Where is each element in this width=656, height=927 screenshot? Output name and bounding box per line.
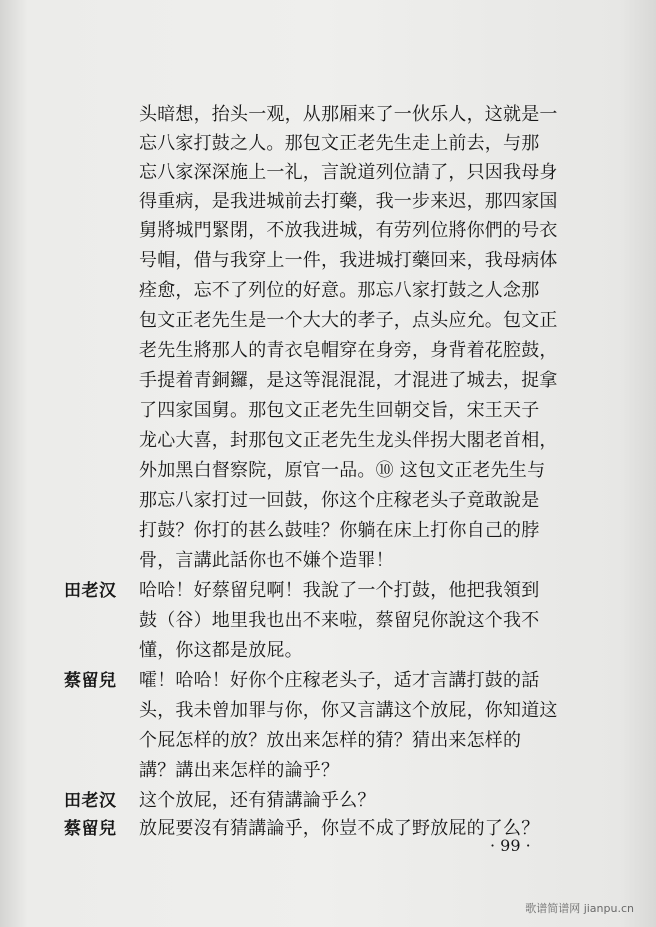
dialogue-line: 哈哈！好蔡留兒啊！我說了一个打鼓，他把我領到	[139, 580, 540, 601]
text-line: 忘八家深深施上一礼，言說道列位請了，只因我母身	[139, 162, 558, 183]
text-line: 打鼓？你打的甚么鼓哇？你躺在床上打你自己的脖	[139, 520, 540, 541]
dialogue-line: 鼓（谷）地里我也出不来啦，蔡留兒你說这个我不	[139, 610, 540, 631]
dialogue-line: 这个放屁，还有猜講論乎么？	[139, 790, 376, 811]
text-line: 痊愈，忘不了列位的好意。那忘八家打鼓之人念那	[139, 280, 540, 301]
text-line: 骨，言講此話你也不嫌个造罪！	[139, 550, 394, 571]
speaker-name: 蔡留兒	[64, 671, 117, 691]
text-line: 得重病，是我进城前去打藥，我一步来迟，那四家国	[139, 191, 558, 212]
speaker-name: 田老汉	[64, 581, 117, 601]
text-line: 老先生將那人的青衣皂帽穿在身旁，身背着花腔鼓，	[139, 340, 558, 361]
speaker-name: 田老汉	[64, 791, 117, 811]
dialogue-line: 嚯！哈哈！好你个庄稼老头子，适才言講打鼓的話	[139, 670, 540, 691]
text-line: 号帽，借与我穿上一件，我进城打藥回来，我母病体	[139, 250, 558, 271]
dialogue-line: 个屁怎样的放？放出来怎样的猜？猜出来怎样的	[139, 730, 522, 751]
dialogue-line: 懂，你这都是放屁。	[139, 640, 303, 661]
text-line: 外加黑白督察院，原官一品。⑩ 这包文正老先生与	[139, 460, 546, 481]
text-line: 龙心大喜，封那包文正老先生龙头伴拐大閣老首相，	[139, 430, 558, 451]
text-line: 了四家国舅。那包文正老先生回朝交旨，宋王天子	[139, 400, 540, 421]
text-line: 头暗想，抬头一观，从那厢来了一伙乐人，这就是一	[139, 104, 558, 125]
dialogue-line: 放屁要沒有猜講論乎，你豈不成了野放屁的了么？	[139, 818, 540, 839]
site-watermark: 歌谱简谱网 jianpu.cn	[525, 902, 634, 915]
dialogue-line: 講？講出来怎样的論乎？	[139, 760, 340, 781]
text-line: 舅將城門緊閉，不放我进城，有劳列位將你們的号衣	[139, 220, 558, 241]
text-line: 那忘八家打过一回鼓，你这个庄稼老头子竟敢說是	[139, 490, 540, 511]
page-number: · 99 ·	[490, 836, 531, 855]
text-line: 包文正老先生是一个大大的孝子，点头应允。包文正	[139, 310, 558, 331]
dialogue-line: 头，我未曾加罪与你，你又言講这个放屁，你知道这	[139, 700, 558, 721]
text-line: 手提着青銅鑼，是这等混混混，才混进了城去，捉拿	[139, 370, 558, 391]
text-line: 忘八家打鼓之人。那包文正老先生走上前去，与那	[139, 133, 540, 154]
speaker-name: 蔡留兒	[64, 819, 117, 839]
